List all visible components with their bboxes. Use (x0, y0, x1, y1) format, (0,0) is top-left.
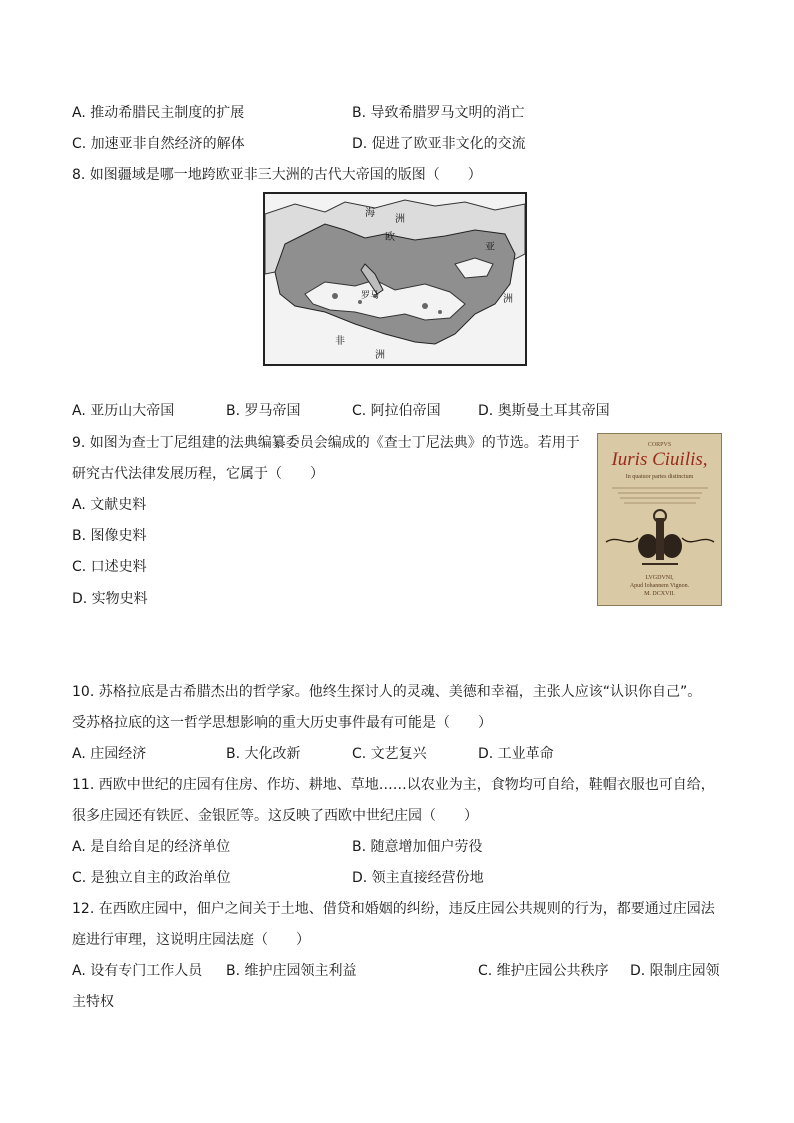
book-top-text: CORPVS (647, 442, 672, 448)
q11-option-b: B. 随意增加佃户劳役 (352, 839, 483, 855)
q12-stem-line2: 庭进行审理，这说明庄园法庭（ ） (72, 932, 310, 948)
q7-option-a: A. 推动希腊民主制度的扩展 (72, 105, 245, 121)
q7-option-d: D. 促进了欧亚非文化的交流 (352, 136, 526, 152)
book-imprint-1: LVGDVNI, (645, 575, 674, 581)
map-label-sea: 海 (365, 208, 375, 219)
q10-option-a: A. 庄园经济 (72, 746, 147, 762)
corpus-iuris-civilis-image (597, 433, 722, 606)
map-label-europe: 欧 (385, 232, 395, 243)
q9-option-d: D. 实物史料 (72, 591, 148, 607)
map-label-zhou-south: 洲 (375, 350, 385, 361)
q12-option-c: C. 维护庄园公共秩序 (478, 963, 609, 979)
book-subtitle: In quatuor partes distinctum (625, 474, 694, 480)
q9-option-b: B. 图像史料 (72, 528, 147, 544)
map-label-zhou-north: 洲 (395, 214, 405, 225)
q8-option-d: D. 奥斯曼土耳其帝国 (478, 403, 610, 419)
q8-stem: 8. 如图疆域是哪一地跨欧亚非三大洲的古代大帝国的版图（ ） (72, 167, 482, 183)
q12-stem-line1: 12. 在西欧庄园中，佃户之间关于土地、借贷和婚姻的纠纷，违反庄园公共规则的行为，都要通过庄园法 (72, 901, 715, 917)
map-graphic (265, 194, 525, 364)
q8-option-c: C. 阿拉伯帝国 (352, 403, 441, 419)
q10-stem-line1: 10. 苏格拉底是古希腊杰出的哲学家。他终生探讨人的灵魂、美德和幸福，主张人应该“认识你自己”。 (72, 684, 702, 700)
q9-stem-line1: 9. 如图为查士丁尼组建的法典编纂委员会编成的《查士丁尼法典》的节选。若用于 (72, 435, 580, 451)
q11-option-c: C. 是独立自主的政治单位 (72, 870, 231, 886)
q11-stem-line2: 很多庄园还有铁匠、金银匠等。这反映了西欧中世纪庄园（ ） (72, 808, 478, 824)
q12-option-d-line1: D. 限制庄园领 (630, 963, 720, 979)
q10-option-d: D. 工业革命 (478, 746, 554, 762)
q12-option-b: B. 维护庄园领主利益 (226, 963, 357, 979)
book-imprint-2: Apud Iohannem Vignon. (629, 583, 690, 589)
q7-option-b: B. 导致希腊罗马文明的消亡 (352, 105, 525, 121)
book-imprint (598, 574, 721, 598)
q9-option-a: A. 文献史料 (72, 497, 147, 513)
q10-stem-line2: 受苏格拉底的这一哲学思想影响的重大历史事件最有可能是（ ） (72, 715, 492, 731)
book-emblem-graphic (598, 484, 721, 572)
q7-option-c: C. 加速亚非自然经济的解体 (72, 136, 245, 152)
q8-option-b: B. 罗马帝国 (226, 403, 301, 419)
q8-option-a: A. 亚历山大帝国 (72, 403, 175, 419)
q12-option-d-line2: 主特权 (72, 994, 114, 1010)
book-title: Iuris Ciuilis, (611, 449, 708, 470)
roman-empire-map (263, 192, 527, 366)
map-label-rome: 罗马 (361, 290, 380, 300)
q12-option-a: A. 设有专门工作人员 (72, 963, 203, 979)
q9-option-c: C. 口述史料 (72, 559, 147, 575)
q10-option-b: B. 大化改新 (226, 746, 301, 762)
map-label-asia: 亚 (485, 242, 495, 253)
q9-stem-line2: 研究古代法律发展历程，它属于（ ） (72, 466, 324, 482)
map-label-africa: 非 (335, 336, 345, 347)
q11-option-a: A. 是自给自足的经济单位 (72, 839, 231, 855)
book-imprint-3: M. DCXVII. (644, 591, 675, 597)
q11-stem-line1: 11. 西欧中世纪的庄园有住房、作坊、耕地、草地……以农业为主，食物均可自给，鞋帽衣服也可自给， (72, 777, 715, 793)
q11-option-d: D. 领主直接经营份地 (352, 870, 484, 886)
map-label-zhou-east: 洲 (503, 294, 513, 305)
q10-option-c: C. 文艺复兴 (352, 746, 427, 762)
